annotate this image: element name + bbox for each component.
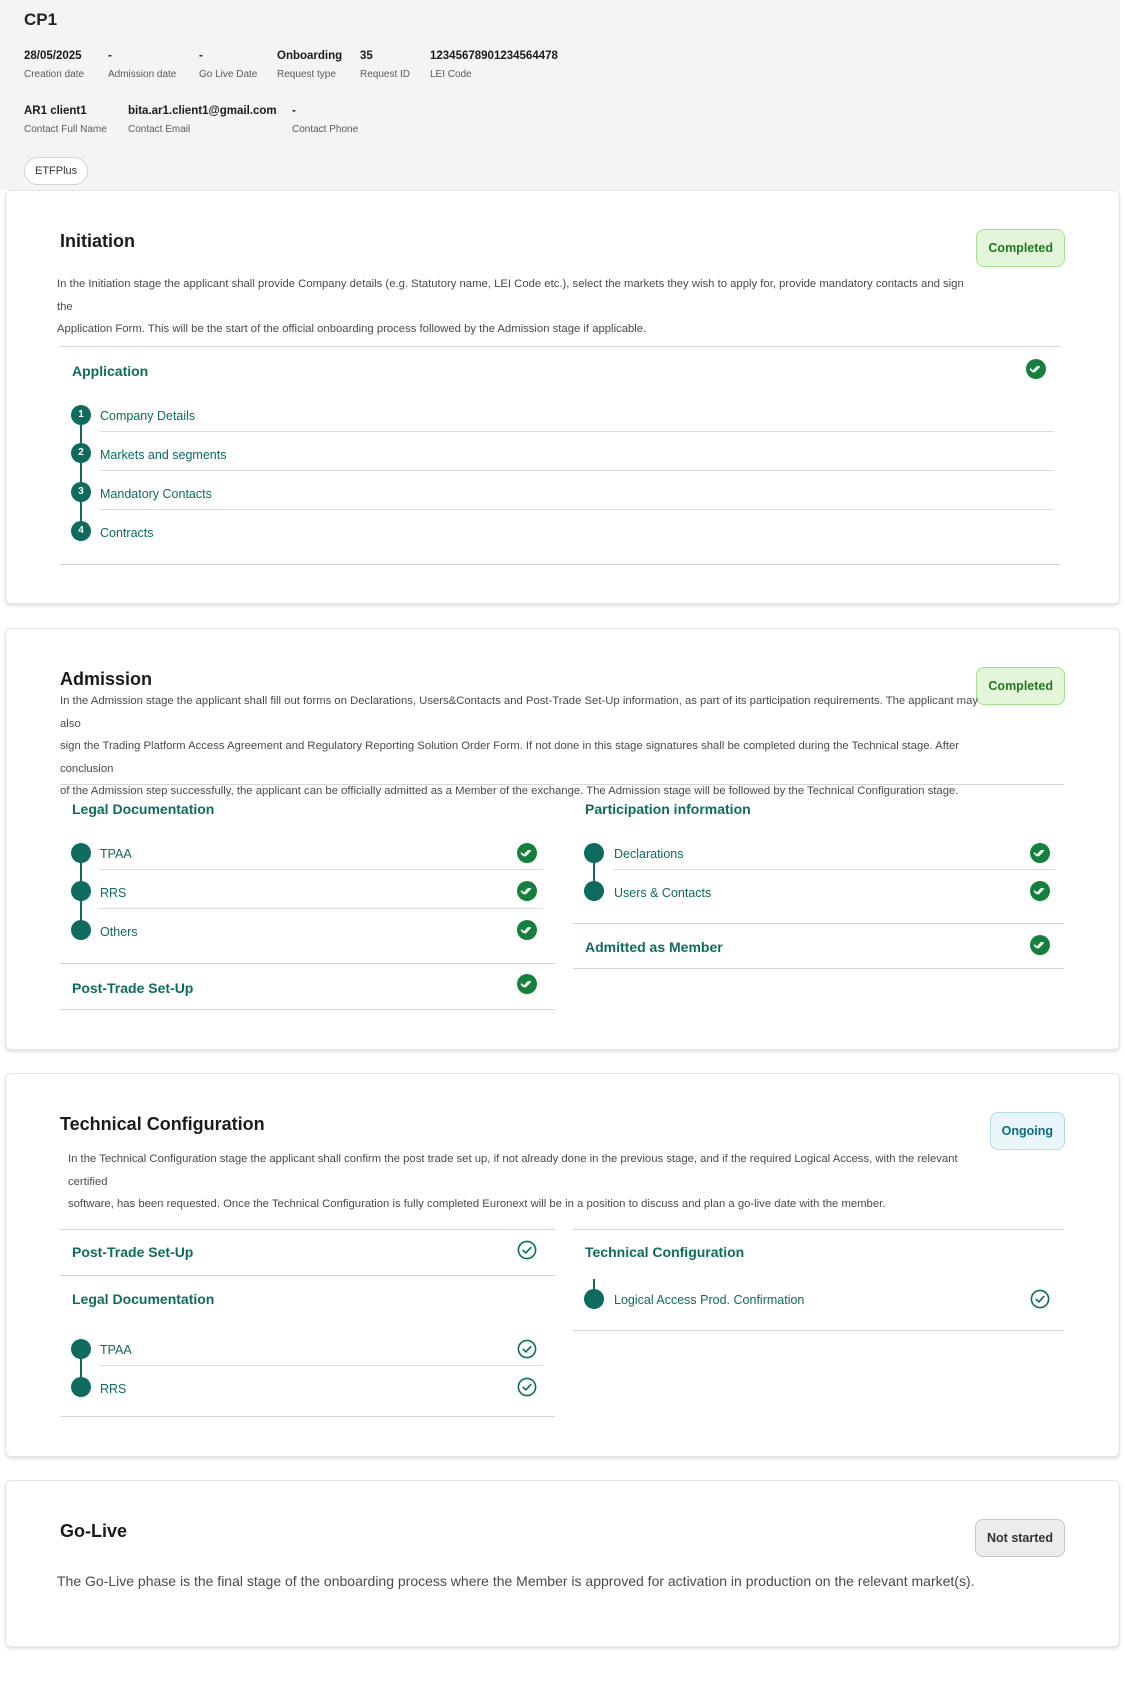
step-divider bbox=[100, 509, 1054, 510]
divider bbox=[573, 923, 1064, 924]
step-dot bbox=[71, 1339, 91, 1359]
step-number-2: 2 bbox=[71, 443, 91, 463]
admission-title: Admission bbox=[60, 669, 153, 689]
circle-check-outline-icon bbox=[1030, 1289, 1050, 1309]
application-section-title[interactable]: Application bbox=[72, 363, 149, 379]
request-title: CP1 bbox=[24, 10, 58, 29]
meta-creation-date: 28/05/2025 Creation date bbox=[24, 50, 85, 80]
double-check-icon bbox=[1026, 359, 1046, 379]
meta-lei-code: 12345678901234564478 LEI Code bbox=[430, 50, 558, 80]
step-others[interactable]: Others bbox=[100, 925, 138, 939]
circle-check-outline-icon bbox=[517, 1240, 537, 1260]
initiation-title: Initiation bbox=[60, 231, 135, 251]
step-divider bbox=[100, 431, 1054, 432]
divider bbox=[60, 1229, 555, 1230]
initiation-card bbox=[5, 190, 1120, 604]
step-dot bbox=[584, 881, 604, 901]
step-logical-access-prod-confirmation[interactable]: Logical Access Prod. Confirmation bbox=[614, 1293, 805, 1307]
double-check-icon bbox=[517, 920, 537, 940]
technical-configuration-card bbox=[5, 1073, 1120, 1457]
divider bbox=[60, 963, 555, 964]
step-company-details[interactable]: Company Details bbox=[100, 409, 196, 423]
initiation-status-badge: Completed bbox=[976, 229, 1065, 267]
step-declarations[interactable]: Declarations bbox=[614, 847, 684, 861]
legal-documentation-title[interactable]: Legal Documentation bbox=[72, 801, 215, 817]
step-contracts[interactable]: Contracts bbox=[100, 526, 154, 540]
step-mandatory-contacts[interactable]: Mandatory Contacts bbox=[100, 487, 212, 501]
go-live-title: Go-Live bbox=[60, 1521, 128, 1541]
admission-card bbox=[5, 628, 1120, 1050]
technical-description: In the Technical Configuration stage the applicant shall confirm the post trade set up, if not already done in the previous stage, and if the required Logical Access, with the relevant certified software, has been requested. Once the Technical Configuration is fully completed Euronext will be in a position to discuss and plan a go-live date with the member. bbox=[68, 1153, 958, 1210]
double-check-icon bbox=[1030, 935, 1050, 955]
post-trade-setup-title[interactable]: Post-Trade Set-Up bbox=[72, 1244, 194, 1260]
step-number-1: 1 bbox=[71, 405, 91, 425]
step-dot bbox=[584, 1289, 604, 1309]
admission-status-badge: Completed bbox=[976, 667, 1065, 705]
step-dot bbox=[71, 843, 91, 863]
admitted-as-member-title[interactable]: Admitted as Member bbox=[585, 939, 723, 955]
double-check-icon bbox=[1030, 843, 1050, 863]
meta-admission-date: - Admission date bbox=[108, 50, 177, 80]
step-rrs[interactable]: RRS bbox=[100, 1382, 127, 1396]
divider bbox=[60, 1416, 555, 1417]
admission-description: In the Admission stage the applicant shall fill out forms on Declarations, Users&Contacts and Post-Trade Set-Up information, as part of its participation requirements. The applicant may also sign the Trading Platform Access Agreement and Regulatory Reporting Solution Order Form. If not done in this stage signatures shall be completed during the Technical stage. After conclusion of the Admission step successfully, the applicant can be officially admitted as a Member of the exchange. The Admission stage will be followed by the Technical Configuration stage. bbox=[60, 695, 979, 797]
divider bbox=[60, 564, 1060, 565]
technical-configuration-section-title[interactable]: Technical Configuration bbox=[585, 1244, 745, 1260]
meta-contact-name: AR1 client1 Contact Full Name bbox=[24, 105, 107, 135]
step-divider bbox=[614, 869, 1056, 870]
double-check-icon bbox=[517, 843, 537, 863]
meta-contact-phone: - Contact Phone bbox=[292, 105, 359, 135]
step-dot bbox=[584, 843, 604, 863]
go-live-description: The Go-Live phase is the final stage of the onboarding process where the Member is approved for activation in production on the relevant market(s). bbox=[57, 1573, 975, 1589]
market-chip[interactable]: ETFPlus bbox=[24, 157, 88, 185]
circle-check-outline-icon bbox=[517, 1339, 537, 1359]
double-check-icon bbox=[517, 974, 537, 994]
divider bbox=[60, 1275, 555, 1276]
step-divider bbox=[100, 869, 543, 870]
participation-information-title[interactable]: Participation information bbox=[585, 801, 751, 817]
divider bbox=[60, 346, 1060, 347]
meta-contact-email: bita.ar1.client1@gmail.com Contact Email bbox=[128, 105, 277, 135]
divider bbox=[60, 1009, 555, 1010]
initiation-description: In the Initiation stage the applicant shall provide Company details (e.g. Statutory name, LEI Code etc.), select the markets they wish to apply for, provide mandatory contacts and sign the Application Form. This will be the start of the official onboarding process followed by the Admission stage if applicable. bbox=[57, 278, 964, 335]
double-check-icon bbox=[517, 881, 537, 901]
step-users-contacts[interactable]: Users & Contacts bbox=[614, 886, 712, 900]
go-live-status-badge: Not started bbox=[975, 1519, 1065, 1557]
divider bbox=[573, 968, 1064, 969]
divider bbox=[573, 1229, 1064, 1230]
step-rrs[interactable]: RRS bbox=[100, 886, 127, 900]
step-markets-segments[interactable]: Markets and segments bbox=[100, 448, 227, 462]
double-check-icon bbox=[1030, 881, 1050, 901]
step-divider bbox=[100, 1365, 543, 1366]
step-dot bbox=[71, 920, 91, 940]
meta-request-type: Onboarding Request type bbox=[277, 50, 343, 80]
step-number-3: 3 bbox=[71, 482, 91, 502]
circle-check-outline-icon bbox=[517, 1377, 537, 1397]
stepper-line bbox=[80, 415, 82, 523]
step-number-4: 4 bbox=[71, 521, 91, 541]
go-live-card bbox=[5, 1480, 1120, 1647]
legal-documentation-title[interactable]: Legal Documentation bbox=[72, 1291, 215, 1307]
step-dot bbox=[71, 881, 91, 901]
step-divider bbox=[100, 908, 543, 909]
step-tpaa[interactable]: TPAA bbox=[100, 847, 132, 861]
step-divider bbox=[100, 470, 1054, 471]
technical-configuration-title: Technical Configuration bbox=[60, 1114, 265, 1134]
meta-request-id: 35 Request ID bbox=[360, 50, 411, 80]
meta-go-live-date: - Go Live Date bbox=[199, 50, 258, 80]
divider bbox=[573, 1330, 1064, 1331]
divider bbox=[573, 784, 1064, 785]
technical-status-badge: Ongoing bbox=[990, 1112, 1065, 1150]
request-header bbox=[0, 0, 1120, 190]
post-trade-setup-title[interactable]: Post-Trade Set-Up bbox=[72, 980, 194, 996]
step-tpaa[interactable]: TPAA bbox=[100, 1343, 132, 1357]
step-dot bbox=[71, 1377, 91, 1397]
divider bbox=[60, 784, 555, 785]
